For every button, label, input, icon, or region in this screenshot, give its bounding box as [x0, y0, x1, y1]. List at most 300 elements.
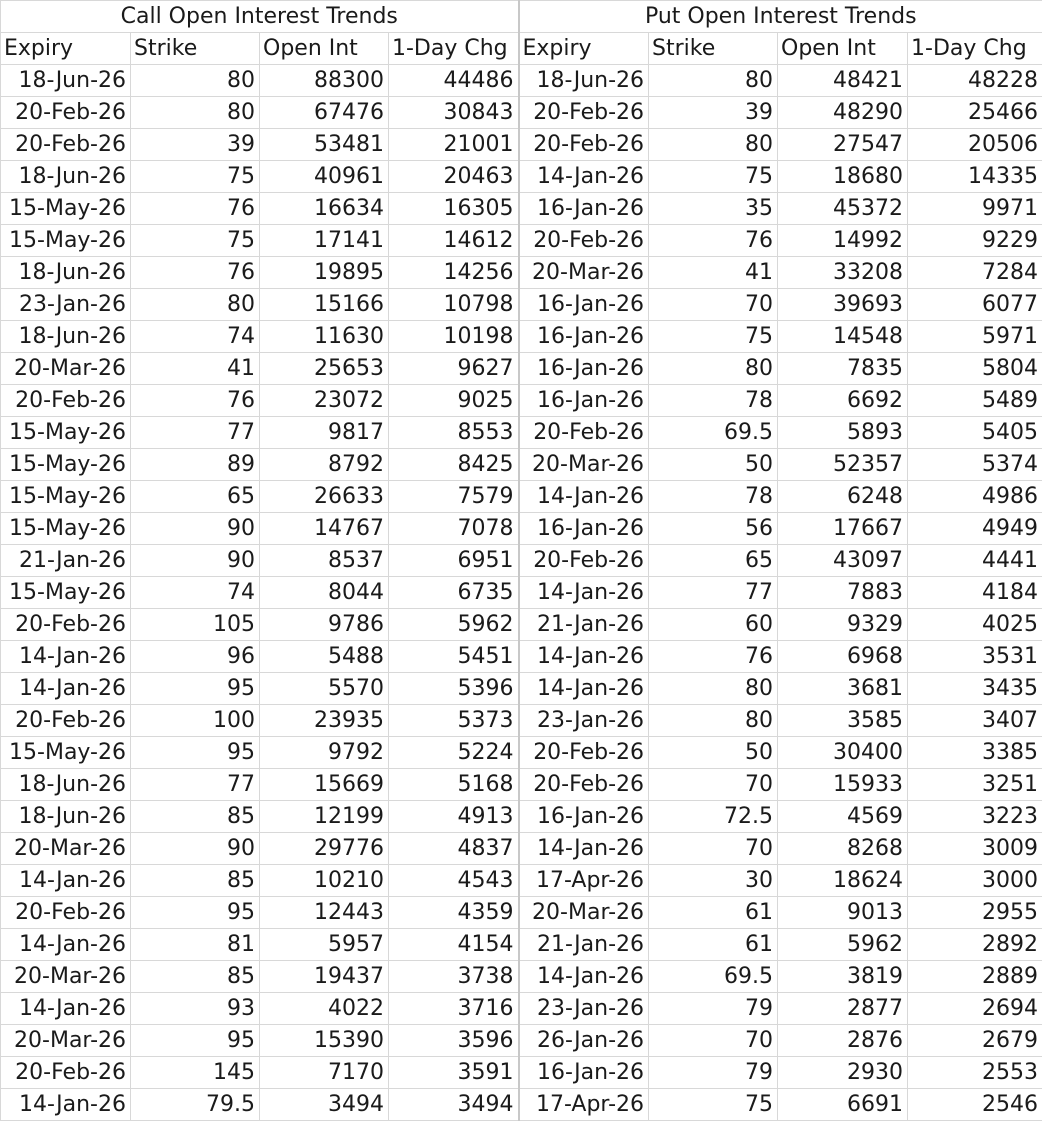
put-strike-cell: 76 [649, 641, 778, 673]
put-expiry-cell: 16-Jan-26 [519, 193, 649, 225]
table-row [1, 865, 1042, 897]
call-open-int-cell: 9792 [260, 737, 389, 769]
call-strike-header: Strike [131, 33, 260, 65]
put-expiry-cell: 21-Jan-26 [519, 609, 649, 641]
table-row [1, 641, 1042, 673]
call-day-chg-cell: 8553 [389, 417, 519, 449]
call-day-chg-cell: 3591 [389, 1057, 519, 1089]
put-strike-header: Strike [649, 33, 778, 65]
call-strike-cell: 90 [131, 513, 260, 545]
put-open-int-cell: 8268 [778, 833, 908, 865]
put-strike-cell: 70 [649, 1025, 778, 1057]
call-expiry-cell: 14-Jan-26 [1, 1089, 131, 1121]
table-body [1, 65, 1042, 1121]
call-expiry-cell: 14-Jan-26 [1, 993, 131, 1025]
put-open-int-cell: 14992 [778, 225, 908, 257]
call-strike-cell: 145 [131, 1057, 260, 1089]
put-expiry-cell: 16-Jan-26 [519, 801, 649, 833]
call-strike-cell: 96 [131, 641, 260, 673]
call-day-chg-cell: 7078 [389, 513, 519, 545]
put-day-chg-cell: 5374 [908, 449, 1042, 481]
put-expiry-cell: 16-Jan-26 [519, 1057, 649, 1089]
call-expiry-cell: 20-Feb-26 [1, 897, 131, 929]
table-row [1, 353, 1042, 385]
put-expiry-cell: 14-Jan-26 [519, 641, 649, 673]
call-expiry-cell: 14-Jan-26 [1, 641, 131, 673]
table-row [1, 225, 1042, 257]
call-day-chg-cell: 4837 [389, 833, 519, 865]
put-strike-cell: 80 [649, 65, 778, 97]
put-day-chg-cell: 3000 [908, 865, 1042, 897]
call-expiry-cell: 20-Feb-26 [1, 129, 131, 161]
put-strike-cell: 60 [649, 609, 778, 641]
table-row [1, 161, 1042, 193]
call-strike-cell: 76 [131, 257, 260, 289]
put-strike-cell: 61 [649, 929, 778, 961]
call-expiry-cell: 15-May-26 [1, 481, 131, 513]
put-day-chg-cell: 5489 [908, 385, 1042, 417]
call-strike-cell: 76 [131, 193, 260, 225]
put-expiry-cell: 20-Mar-26 [519, 449, 649, 481]
call-section-title: Call Open Interest Trends [1, 1, 519, 33]
put-open-int-cell: 27547 [778, 129, 908, 161]
call-day-chg-header: 1-Day Chg [389, 33, 519, 65]
put-strike-cell: 75 [649, 161, 778, 193]
call-open-int-cell: 15166 [260, 289, 389, 321]
section-title-row [1, 1, 1042, 33]
call-strike-cell: 93 [131, 993, 260, 1025]
call-expiry-cell: 18-Jun-26 [1, 769, 131, 801]
call-day-chg-cell: 5224 [389, 737, 519, 769]
call-expiry-cell: 20-Mar-26 [1, 353, 131, 385]
call-strike-cell: 75 [131, 161, 260, 193]
put-expiry-cell: 26-Jan-26 [519, 1025, 649, 1057]
call-day-chg-cell: 21001 [389, 129, 519, 161]
column-header-row [1, 33, 1042, 65]
put-open-int-cell: 9013 [778, 897, 908, 929]
put-expiry-cell: 20-Feb-26 [519, 225, 649, 257]
call-strike-cell: 80 [131, 65, 260, 97]
call-strike-cell: 80 [131, 97, 260, 129]
call-strike-cell: 89 [131, 449, 260, 481]
call-open-int-cell: 23935 [260, 705, 389, 737]
call-day-chg-cell: 5451 [389, 641, 519, 673]
call-expiry-cell: 20-Feb-26 [1, 385, 131, 417]
call-open-int-cell: 15669 [260, 769, 389, 801]
put-strike-cell: 79 [649, 1057, 778, 1089]
put-strike-cell: 61 [649, 897, 778, 929]
put-day-chg-cell: 6077 [908, 289, 1042, 321]
put-open-int-cell: 30400 [778, 737, 908, 769]
call-strike-cell: 90 [131, 833, 260, 865]
put-expiry-cell: 16-Jan-26 [519, 513, 649, 545]
put-expiry-cell: 20-Feb-26 [519, 129, 649, 161]
table-row [1, 193, 1042, 225]
put-section-title: Put Open Interest Trends [519, 1, 1042, 33]
table-row [1, 833, 1042, 865]
call-open-int-cell: 7170 [260, 1057, 389, 1089]
put-strike-cell: 50 [649, 449, 778, 481]
table-row [1, 609, 1042, 641]
put-strike-cell: 69.5 [649, 961, 778, 993]
call-expiry-cell: 15-May-26 [1, 737, 131, 769]
call-open-int-cell: 19437 [260, 961, 389, 993]
call-strike-cell: 95 [131, 897, 260, 929]
call-day-chg-cell: 4154 [389, 929, 519, 961]
call-day-chg-cell: 8425 [389, 449, 519, 481]
call-expiry-cell: 20-Feb-26 [1, 1057, 131, 1089]
call-day-chg-cell: 9627 [389, 353, 519, 385]
call-expiry-cell: 18-Jun-26 [1, 65, 131, 97]
put-day-chg-cell: 2694 [908, 993, 1042, 1025]
put-expiry-cell: 14-Jan-26 [519, 481, 649, 513]
put-expiry-cell: 21-Jan-26 [519, 929, 649, 961]
call-day-chg-cell: 4359 [389, 897, 519, 929]
put-expiry-cell: 14-Jan-26 [519, 673, 649, 705]
table-row [1, 737, 1042, 769]
put-day-chg-cell: 4441 [908, 545, 1042, 577]
call-open-int-cell: 5570 [260, 673, 389, 705]
put-expiry-header: Expiry [519, 33, 649, 65]
call-open-int-cell: 29776 [260, 833, 389, 865]
put-expiry-cell: 20-Feb-26 [519, 769, 649, 801]
put-open-int-cell: 33208 [778, 257, 908, 289]
call-strike-cell: 77 [131, 769, 260, 801]
call-expiry-cell: 15-May-26 [1, 193, 131, 225]
put-day-chg-cell: 5804 [908, 353, 1042, 385]
call-day-chg-cell: 6951 [389, 545, 519, 577]
put-open-int-cell: 4569 [778, 801, 908, 833]
call-strike-cell: 80 [131, 289, 260, 321]
table-row [1, 97, 1042, 129]
table-row [1, 385, 1042, 417]
put-day-chg-cell: 2546 [908, 1089, 1042, 1121]
call-expiry-cell: 18-Jun-26 [1, 801, 131, 833]
put-open-int-cell: 39693 [778, 289, 908, 321]
call-strike-cell: 39 [131, 129, 260, 161]
put-expiry-cell: 17-Apr-26 [519, 1089, 649, 1121]
put-open-int-cell: 6691 [778, 1089, 908, 1121]
call-strike-cell: 85 [131, 801, 260, 833]
table-row [1, 577, 1042, 609]
put-day-chg-cell: 4986 [908, 481, 1042, 513]
call-open-int-cell: 9786 [260, 609, 389, 641]
table-row [1, 1057, 1042, 1089]
call-day-chg-cell: 20463 [389, 161, 519, 193]
table-row [1, 961, 1042, 993]
put-strike-cell: 65 [649, 545, 778, 577]
call-expiry-cell: 14-Jan-26 [1, 929, 131, 961]
call-expiry-cell: 18-Jun-26 [1, 257, 131, 289]
call-day-chg-cell: 3596 [389, 1025, 519, 1057]
call-open-int-cell: 12443 [260, 897, 389, 929]
put-day-chg-header: 1-Day Chg [908, 33, 1042, 65]
call-expiry-cell: 14-Jan-26 [1, 673, 131, 705]
put-expiry-cell: 20-Feb-26 [519, 737, 649, 769]
table-row [1, 289, 1042, 321]
call-open-int-cell: 88300 [260, 65, 389, 97]
call-strike-cell: 105 [131, 609, 260, 641]
call-open-int-cell: 19895 [260, 257, 389, 289]
put-open-int-cell: 2877 [778, 993, 908, 1025]
call-day-chg-cell: 16305 [389, 193, 519, 225]
table-row [1, 1025, 1042, 1057]
put-expiry-cell: 20-Feb-26 [519, 417, 649, 449]
call-expiry-cell: 20-Feb-26 [1, 609, 131, 641]
put-day-chg-cell: 5405 [908, 417, 1042, 449]
call-strike-cell: 85 [131, 961, 260, 993]
put-strike-cell: 72.5 [649, 801, 778, 833]
put-open-int-cell: 6248 [778, 481, 908, 513]
call-expiry-cell: 15-May-26 [1, 449, 131, 481]
table-row [1, 417, 1042, 449]
put-strike-cell: 79 [649, 993, 778, 1025]
call-strike-cell: 85 [131, 865, 260, 897]
put-strike-cell: 75 [649, 321, 778, 353]
put-expiry-cell: 20-Feb-26 [519, 545, 649, 577]
call-open-int-cell: 5957 [260, 929, 389, 961]
put-strike-cell: 39 [649, 97, 778, 129]
table-row [1, 993, 1042, 1025]
put-expiry-cell: 14-Jan-26 [519, 833, 649, 865]
put-open-int-cell: 7883 [778, 577, 908, 609]
put-day-chg-cell: 3435 [908, 673, 1042, 705]
call-open-int-cell: 67476 [260, 97, 389, 129]
call-open-int-cell: 14767 [260, 513, 389, 545]
call-expiry-cell: 21-Jan-26 [1, 545, 131, 577]
call-open-int-cell: 5488 [260, 641, 389, 673]
put-open-int-cell: 52357 [778, 449, 908, 481]
call-open-int-cell: 11630 [260, 321, 389, 353]
table-row [1, 673, 1042, 705]
call-open-int-cell: 8044 [260, 577, 389, 609]
put-expiry-cell: 20-Mar-26 [519, 897, 649, 929]
put-open-int-cell: 14548 [778, 321, 908, 353]
table-row [1, 897, 1042, 929]
call-expiry-cell: 15-May-26 [1, 225, 131, 257]
call-strike-cell: 65 [131, 481, 260, 513]
put-open-int-cell: 6968 [778, 641, 908, 673]
put-expiry-cell: 16-Jan-26 [519, 385, 649, 417]
call-day-chg-cell: 10198 [389, 321, 519, 353]
put-day-chg-cell: 48228 [908, 65, 1042, 97]
put-day-chg-cell: 3385 [908, 737, 1042, 769]
put-day-chg-cell: 3223 [908, 801, 1042, 833]
put-strike-cell: 70 [649, 833, 778, 865]
put-strike-cell: 78 [649, 385, 778, 417]
put-expiry-cell: 16-Jan-26 [519, 353, 649, 385]
call-day-chg-cell: 5168 [389, 769, 519, 801]
put-open-int-cell: 3819 [778, 961, 908, 993]
put-expiry-cell: 14-Jan-26 [519, 961, 649, 993]
call-open-int-cell: 4022 [260, 993, 389, 1025]
put-expiry-cell: 16-Jan-26 [519, 289, 649, 321]
call-day-chg-cell: 7579 [389, 481, 519, 513]
put-day-chg-cell: 3009 [908, 833, 1042, 865]
put-day-chg-cell: 20506 [908, 129, 1042, 161]
put-strike-cell: 70 [649, 289, 778, 321]
put-expiry-cell: 20-Feb-26 [519, 97, 649, 129]
put-strike-cell: 80 [649, 129, 778, 161]
call-expiry-cell: 20-Mar-26 [1, 1025, 131, 1057]
table-row [1, 129, 1042, 161]
put-open-int-cell: 7835 [778, 353, 908, 385]
call-strike-cell: 74 [131, 577, 260, 609]
call-strike-cell: 95 [131, 1025, 260, 1057]
put-open-int-cell: 6692 [778, 385, 908, 417]
put-open-int-cell: 43097 [778, 545, 908, 577]
put-day-chg-cell: 2889 [908, 961, 1042, 993]
call-strike-cell: 77 [131, 417, 260, 449]
call-expiry-cell: 23-Jan-26 [1, 289, 131, 321]
put-open-int-cell: 5893 [778, 417, 908, 449]
put-strike-cell: 78 [649, 481, 778, 513]
put-strike-cell: 30 [649, 865, 778, 897]
put-day-chg-cell: 2955 [908, 897, 1042, 929]
put-expiry-cell: 17-Apr-26 [519, 865, 649, 897]
call-expiry-cell: 15-May-26 [1, 513, 131, 545]
call-open-int-cell: 26633 [260, 481, 389, 513]
call-expiry-cell: 14-Jan-26 [1, 865, 131, 897]
call-open-int-cell: 15390 [260, 1025, 389, 1057]
put-open-int-cell: 15933 [778, 769, 908, 801]
put-open-int-header: Open Int [778, 33, 908, 65]
call-day-chg-cell: 14256 [389, 257, 519, 289]
call-day-chg-cell: 9025 [389, 385, 519, 417]
call-strike-cell: 79.5 [131, 1089, 260, 1121]
call-open-int-cell: 8792 [260, 449, 389, 481]
call-day-chg-cell: 6735 [389, 577, 519, 609]
put-open-int-cell: 2930 [778, 1057, 908, 1089]
put-day-chg-cell: 9229 [908, 225, 1042, 257]
call-expiry-cell: 20-Feb-26 [1, 97, 131, 129]
put-day-chg-cell: 4949 [908, 513, 1042, 545]
table-row [1, 257, 1042, 289]
put-day-chg-cell: 4025 [908, 609, 1042, 641]
put-open-int-cell: 18680 [778, 161, 908, 193]
table-row [1, 481, 1042, 513]
call-day-chg-cell: 30843 [389, 97, 519, 129]
put-day-chg-cell: 9971 [908, 193, 1042, 225]
call-open-int-cell: 40961 [260, 161, 389, 193]
put-open-int-cell: 48421 [778, 65, 908, 97]
call-strike-cell: 95 [131, 737, 260, 769]
call-open-int-cell: 17141 [260, 225, 389, 257]
put-open-int-cell: 5962 [778, 929, 908, 961]
put-strike-cell: 76 [649, 225, 778, 257]
put-expiry-cell: 20-Mar-26 [519, 257, 649, 289]
table-row [1, 545, 1042, 577]
put-day-chg-cell: 5971 [908, 321, 1042, 353]
call-day-chg-cell: 3716 [389, 993, 519, 1025]
put-expiry-cell: 14-Jan-26 [519, 577, 649, 609]
put-day-chg-cell: 14335 [908, 161, 1042, 193]
put-strike-cell: 77 [649, 577, 778, 609]
call-expiry-cell: 15-May-26 [1, 417, 131, 449]
call-expiry-header: Expiry [1, 33, 131, 65]
put-strike-cell: 80 [649, 705, 778, 737]
put-expiry-cell: 23-Jan-26 [519, 705, 649, 737]
table-row [1, 513, 1042, 545]
put-expiry-cell: 14-Jan-26 [519, 161, 649, 193]
table-row [1, 801, 1042, 833]
call-day-chg-cell: 4913 [389, 801, 519, 833]
table-row [1, 705, 1042, 737]
table-row [1, 769, 1042, 801]
call-open-int-cell: 3494 [260, 1089, 389, 1121]
put-day-chg-cell: 2553 [908, 1057, 1042, 1089]
put-day-chg-cell: 2892 [908, 929, 1042, 961]
put-strike-cell: 41 [649, 257, 778, 289]
call-open-int-cell: 16634 [260, 193, 389, 225]
call-day-chg-cell: 3494 [389, 1089, 519, 1121]
call-open-int-cell: 9817 [260, 417, 389, 449]
call-day-chg-cell: 44486 [389, 65, 519, 97]
call-expiry-cell: 20-Mar-26 [1, 833, 131, 865]
call-strike-cell: 41 [131, 353, 260, 385]
call-open-int-cell: 12199 [260, 801, 389, 833]
put-expiry-cell: 16-Jan-26 [519, 321, 649, 353]
put-strike-cell: 56 [649, 513, 778, 545]
put-strike-cell: 80 [649, 353, 778, 385]
put-open-int-cell: 9329 [778, 609, 908, 641]
call-open-int-header: Open Int [260, 33, 389, 65]
put-strike-cell: 70 [649, 769, 778, 801]
call-day-chg-cell: 5396 [389, 673, 519, 705]
call-strike-cell: 81 [131, 929, 260, 961]
put-strike-cell: 35 [649, 193, 778, 225]
call-day-chg-cell: 5373 [389, 705, 519, 737]
table-row [1, 65, 1042, 97]
put-strike-cell: 50 [649, 737, 778, 769]
put-day-chg-cell: 3407 [908, 705, 1042, 737]
put-open-int-cell: 3585 [778, 705, 908, 737]
put-open-int-cell: 3681 [778, 673, 908, 705]
call-day-chg-cell: 5962 [389, 609, 519, 641]
call-strike-cell: 75 [131, 225, 260, 257]
call-expiry-cell: 18-Jun-26 [1, 321, 131, 353]
put-open-int-cell: 17667 [778, 513, 908, 545]
call-strike-cell: 95 [131, 673, 260, 705]
put-open-int-cell: 2876 [778, 1025, 908, 1057]
call-open-int-cell: 25653 [260, 353, 389, 385]
call-day-chg-cell: 10798 [389, 289, 519, 321]
put-day-chg-cell: 3251 [908, 769, 1042, 801]
put-open-int-cell: 48290 [778, 97, 908, 129]
call-expiry-cell: 20-Feb-26 [1, 705, 131, 737]
call-expiry-cell: 18-Jun-26 [1, 161, 131, 193]
put-strike-cell: 69.5 [649, 417, 778, 449]
call-open-int-cell: 10210 [260, 865, 389, 897]
table-row [1, 449, 1042, 481]
call-open-int-cell: 23072 [260, 385, 389, 417]
put-open-int-cell: 18624 [778, 865, 908, 897]
call-open-int-cell: 8537 [260, 545, 389, 577]
put-day-chg-cell: 4184 [908, 577, 1042, 609]
put-strike-cell: 75 [649, 1089, 778, 1121]
call-strike-cell: 76 [131, 385, 260, 417]
table-row [1, 321, 1042, 353]
put-day-chg-cell: 25466 [908, 97, 1042, 129]
call-day-chg-cell: 14612 [389, 225, 519, 257]
put-expiry-cell: 23-Jan-26 [519, 993, 649, 1025]
call-day-chg-cell: 4543 [389, 865, 519, 897]
put-day-chg-cell: 2679 [908, 1025, 1042, 1057]
call-open-int-cell: 53481 [260, 129, 389, 161]
call-day-chg-cell: 3738 [389, 961, 519, 993]
call-strike-cell: 74 [131, 321, 260, 353]
put-day-chg-cell: 3531 [908, 641, 1042, 673]
